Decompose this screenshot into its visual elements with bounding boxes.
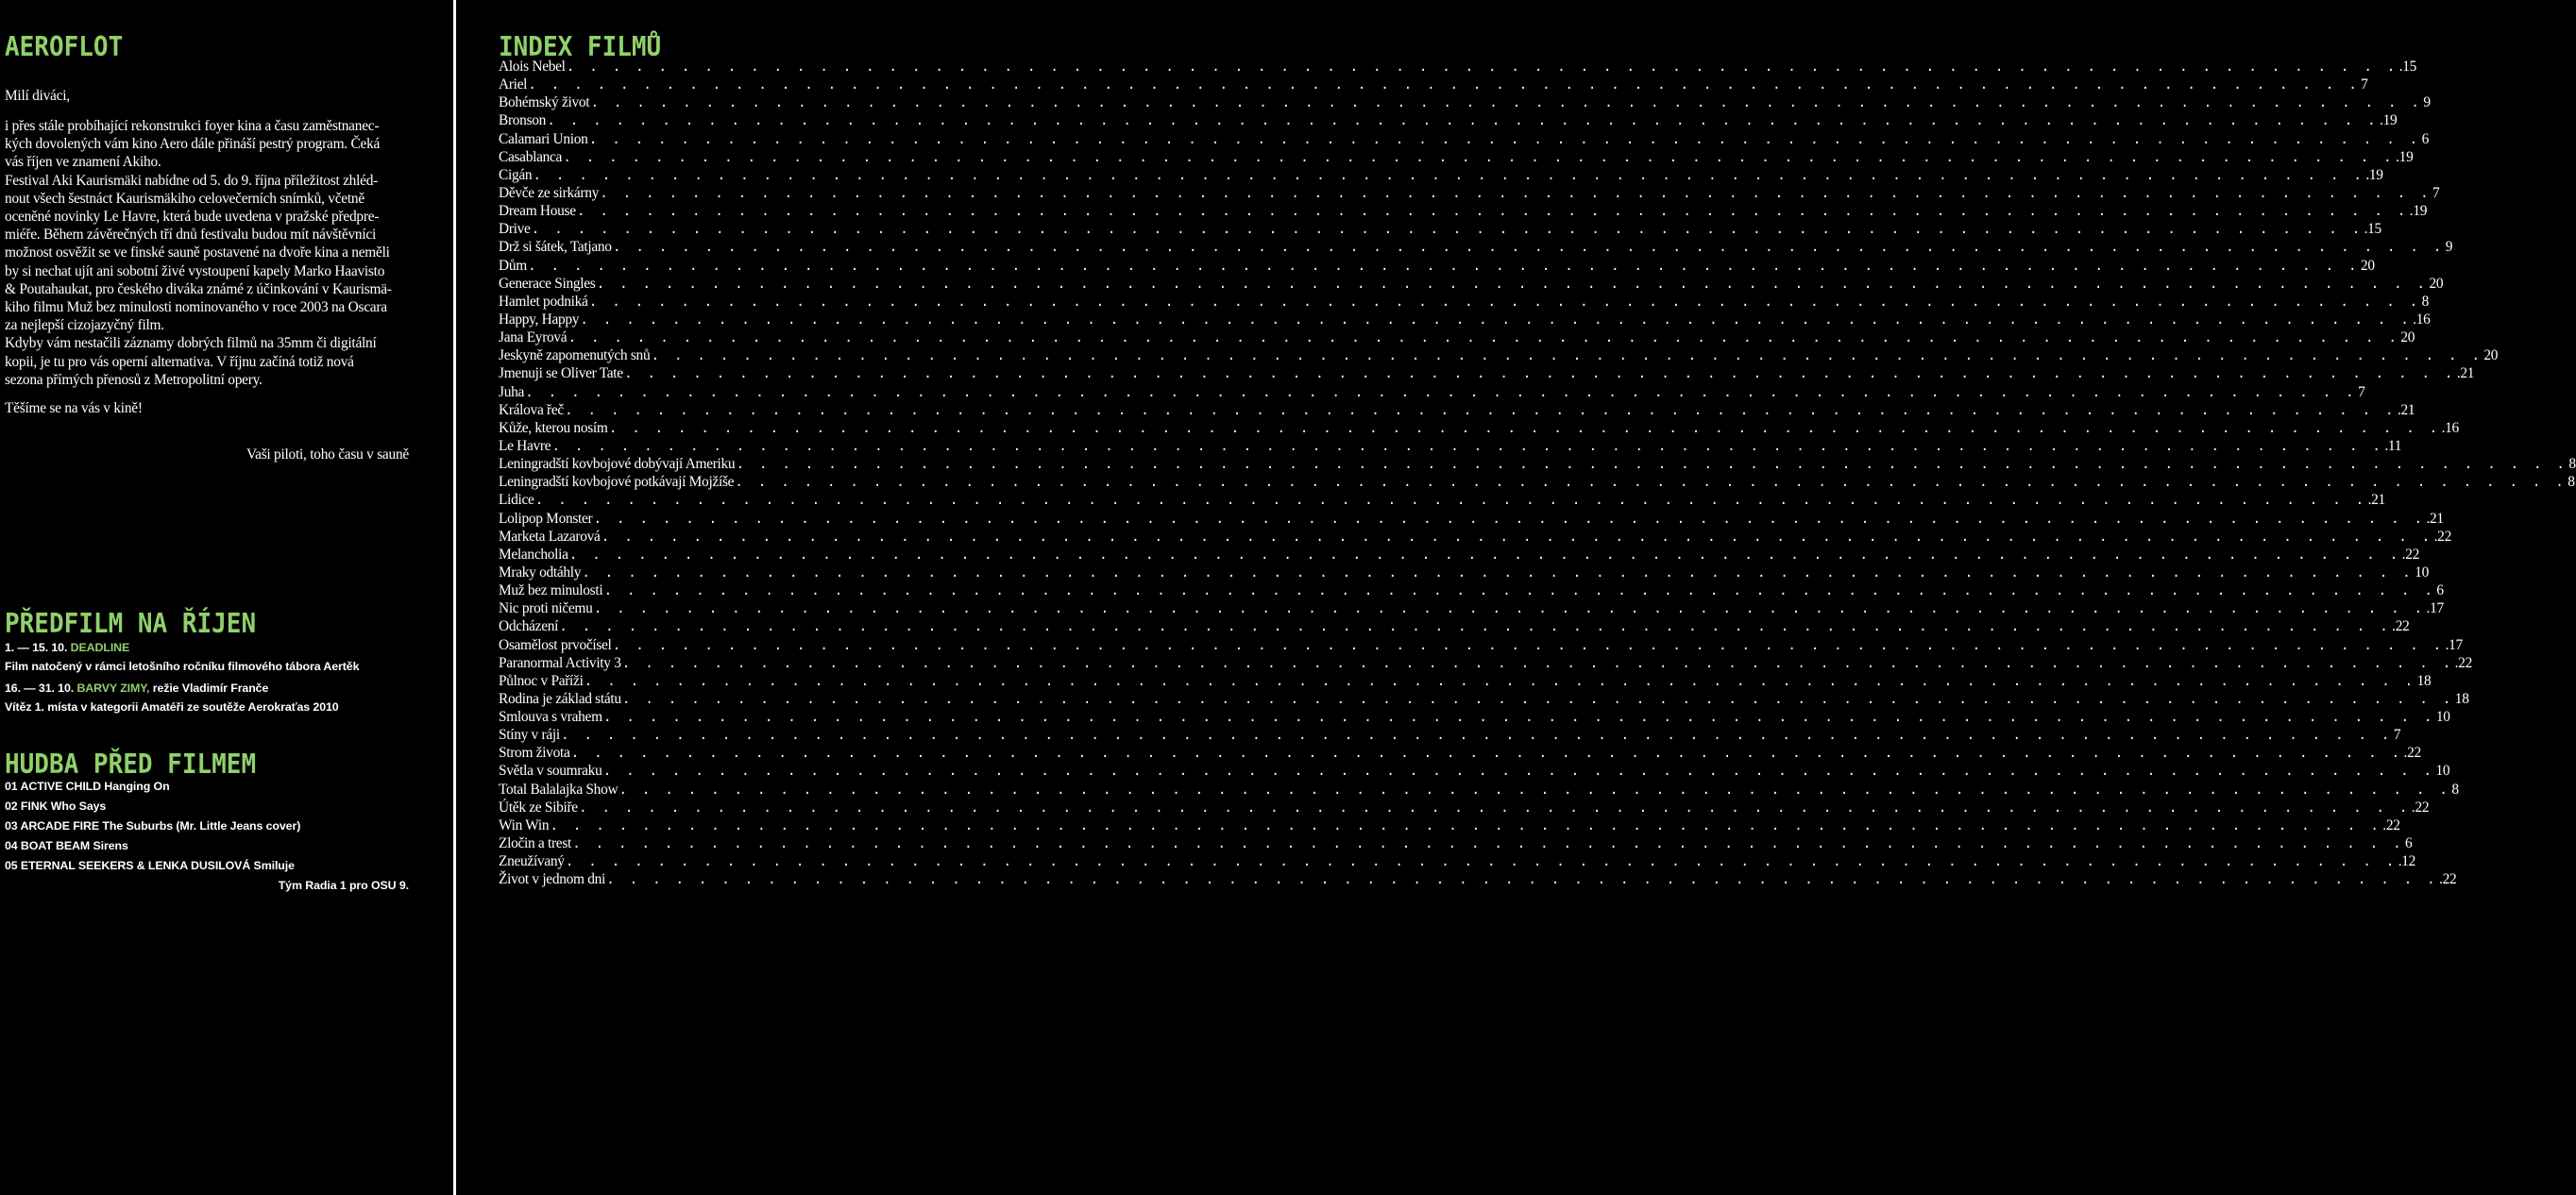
index-entry	[499, 112, 2398, 130]
index-dot-leader: . . . . . . . . . . . . . . . . . . . . . . . . . . . . . . . . . . . . . . . . . . . . . . . . . . . . . . . . . . . . . . . . . . . . . . . . . . . . . . . .	[602, 710, 2435, 727]
index-film-title: Odcházení	[499, 618, 559, 635]
index-entry	[499, 257, 2375, 276]
index-dot-leader: . . . . . . . . . . . . . . . . . . . . . . . . . . . . . . . . . . . . . . . . . . . . . . . . . . . . . . . . . . . . . . . . . . . . . . . . . . . . . . . .	[547, 113, 2380, 130]
predfilm-description: Film natočený v rámci letošního ročníku filmového tábora Aertěk	[5, 660, 360, 673]
index-entry	[499, 293, 2429, 311]
index-film-title: Jmenuji se Oliver Tate	[499, 365, 623, 382]
index-film-title: Happy, Happy	[499, 311, 580, 328]
index-entry	[499, 528, 2451, 547]
editorial-line: by si nechat ujít ani sobotní živé vystoupení kapely Marko Haavisto	[5, 262, 385, 279]
index-page-number: 8	[2568, 456, 2576, 473]
music-track: 01 ACTIVE CHILD Hanging On	[5, 780, 170, 793]
index-entry	[499, 419, 2459, 438]
index-dot-leader: . . . . . . . . . . . . . . . . . . . . . . . . . . . . . . . . . . . . . . . . . . . . . . . . . . . . . . . . . . . . . . . . . . . . . . . . . . . . . . . .	[621, 691, 2454, 708]
music-track: 02 FINK Who Says	[5, 799, 107, 813]
index-page-number: .21	[2397, 401, 2415, 418]
index-film-title: Muž bez minulosti	[499, 582, 603, 599]
index-dot-leader: . . . . . . . . . . . . . . . . . . . . . . . . . . . . . . . . . . . . . . . . . . . . . . . . . . . . . . . . . . . . . . . . . . . . . . . . . . . . . . . .	[588, 294, 2421, 311]
index-dot-leader: . . . . . . . . . . . . . . . . . . . . . . . . . . . . . . . . . . . . . . . . . . . . . . . . . . . . . . . . . . . . . . . . . . . . . . . . . . . . . . . .	[584, 673, 2416, 690]
index-entry	[499, 799, 2430, 817]
index-entry	[499, 510, 2444, 529]
index-film-title: Stíny v ráji	[499, 727, 560, 744]
index-entry	[499, 401, 2415, 420]
index-film-title: Rodina je základ státu	[499, 690, 621, 707]
index-film-title: Hamlet podniká	[499, 293, 588, 310]
index-dot-leader: . . . . . . . . . . . . . . . . . . . . . . . . . . . . . . . . . . . . . . . . . . . . . . . . . . . . . . . . . . . . . . . . . . . . . . . . . . . . . . . .	[525, 384, 2358, 401]
index-dot-leader: . . . . . . . . . . . . . . . . . . . . . . . . . . . . . . . . . . . . . . . . . . . . . . . . . . . . . . . . . . . . . . . . . . . . . . . . . . . . . . . .	[608, 420, 2441, 437]
index-dot-leader: . . . . . . . . . . . . . . . . . . . . . . . . . . . . . . . . . . . . . . . . . . . . . . . . . . . . . . . . . . . . . . . . . . . . . . . . . . . . . . . .	[619, 782, 2451, 799]
index-page-number: .16	[2441, 419, 2459, 436]
music-track: 04 BOAT BEAM Sirens	[5, 839, 128, 852]
index-film-title: Drž si šátek, Tatjano	[499, 239, 612, 256]
index-page-number: 7	[2361, 76, 2368, 93]
index-dot-leader: . . . . . . . . . . . . . . . . . . . . . . . . . . . . . . . . . . . . . . . . . . . . . . . . . . . . . . . . . . . . . . . . . . . . . . . . . . . . . . . .	[588, 131, 2421, 148]
editorial-line: Festival Aki Kaurismäki nabídne od 5. do 9. října příležitost zhléd-	[5, 172, 379, 189]
index-dot-leader: . . . . . . . . . . . . . . . . . . . . . . . . . . . . . . . . . . . . . . . . . . . . . . . . . . . . . . . . . . . . . . . . . . . . . . . . . . . . . . . .	[593, 601, 2426, 618]
index-entry	[499, 564, 2429, 582]
index-entry	[499, 239, 2453, 257]
predfilm-dates: 1. — 15. 10.	[5, 641, 71, 654]
index-dot-leader: . . . . . . . . . . . . . . . . . . . . . . . . . . . . . . . . . . . . . . . . . . . . . . . . . . . . . . . . . . . . . . . . . . . . . . . . . . . . . . . .	[582, 564, 2415, 581]
index-dot-leader: . . . . . . . . . . . . . . . . . . . . . . . . . . . . . . . . . . . . . . . . . . . . . . . . . . . . . . . . . . . . . . . . . . . . . . . . . . . . . . . .	[566, 59, 2398, 76]
index-entry	[499, 763, 2450, 781]
index-page-number: .22	[2433, 528, 2451, 545]
closing-line: Těšíme se na vás v kině!	[5, 400, 143, 416]
index-film-title: Jeskyně zapomenutých snů	[499, 347, 651, 364]
index-dot-leader: . . . . . . . . . . . . . . . . . . . . . . . . . . . . . . . . . . . . . . . . . . . . . . . . . . . . . . . . . . . . . . . . . . . . . . . . . . . . . . . .	[559, 619, 2392, 636]
predfilm-list	[5, 638, 359, 716]
index-page-number: 20	[2360, 257, 2375, 274]
editorial-line: sezona přímých přenosů z Metropolitní opery.	[5, 371, 263, 388]
index-page-number: .19	[2365, 166, 2383, 183]
index-dot-leader: . . . . . . . . . . . . . . . . . . . . . . . . . . . . . . . . . . . . . . . . . . . . . . . . . . . . . . . . . . . . . . . . . . . . . . . . . . . . . . . .	[612, 240, 2445, 257]
index-entry	[499, 130, 2429, 149]
index-entry	[499, 672, 2432, 691]
music-track-list	[5, 777, 300, 876]
editorial-line: kiho filmu Muž bez minulosti nominovaného v roce 2003 na Oscara	[5, 299, 387, 316]
music-credit: Tým Radia 1 pro OSU 9.	[278, 879, 409, 892]
index-entry	[499, 166, 2383, 185]
index-page-number: 18	[2454, 690, 2469, 707]
index-dot-leader: . . . . . . . . . . . . . . . . . . . . . . . . . . . . . . . . . . . . . . . . . . . . . . . . . . . . . . . . . . . . . . . . . . . . . . . . . . . . . . . .	[565, 854, 2398, 871]
predfilm-title: BARVY ZIMY,	[76, 682, 150, 695]
index-dot-leader: . . . . . . . . . . . . . . . . . . . . . . . . . . . . . . . . . . . . . . . . . . . . . . . . . . . . . . . . . . . . . . . . . . . . . . . . . . . . . . . .	[735, 475, 2568, 492]
index-film-title: Generace Singles	[499, 275, 596, 292]
index-page-number: .19	[2409, 203, 2428, 220]
index-film-title: Calamari Union	[499, 130, 588, 147]
index-film-title: Zneužívaný	[499, 853, 565, 870]
index-page-number: 18	[2416, 672, 2432, 689]
editorial-line: vás říjen ve znamení Akiho.	[5, 154, 161, 171]
index-entry	[499, 871, 2457, 889]
index-page-number: 10	[2435, 763, 2450, 780]
index-entry	[499, 636, 2463, 655]
index-dot-leader: . . . . . . . . . . . . . . . . . . . . . . . . . . . . . . . . . . . . . . . . . . . . . . . . . . . . . . . . . . . . . . . . . . . . . . . . . . . . . . . .	[534, 493, 2367, 510]
predfilm-title: DEADLINE	[70, 641, 130, 654]
index-page-number: .17	[2445, 636, 2463, 653]
index-film-title: Zločin a trest	[499, 835, 571, 852]
index-dot-leader: . . . . . . . . . . . . . . . . . . . . . . . . . . . . . . . . . . . . . . . . . . . . . . . . . . . . . . . . . . . . . . . . . . . . . . . . . . . . . . . .	[593, 511, 2426, 528]
film-index-list	[499, 59, 2576, 889]
index-page-number: 20	[2429, 275, 2444, 292]
index-dot-leader: . . . . . . . . . . . . . . . . . . . . . . . . . . . . . . . . . . . . . . . . . . . . . . . . . . . . . . . . . . . . . . . . . . . . . . . . . . . . . . . .	[600, 185, 2432, 202]
index-entry	[499, 600, 2444, 618]
editorial-text	[5, 117, 409, 389]
index-entry	[499, 184, 2440, 203]
index-page-number: .11	[2384, 437, 2402, 454]
index-entry	[499, 727, 2401, 745]
index-film-title: Le Havre	[499, 437, 551, 454]
index-film-title: Win Win	[499, 816, 550, 833]
index-page-number: .17	[2426, 600, 2444, 617]
index-page-number: .21	[2426, 510, 2444, 527]
index-entry	[499, 835, 2413, 853]
index-entry	[499, 474, 2575, 492]
editorial-line: & Poutahaukat, pro českého diváka známé z účinkování v Kaurismä-	[5, 280, 392, 297]
index-entry	[499, 654, 2473, 673]
editorial-line: za nejlepší cizojazyčný film.	[5, 317, 164, 334]
index-page-number: 8	[2568, 474, 2575, 491]
index-film-title: Ariel	[499, 76, 528, 93]
index-page-number: .21	[2456, 365, 2475, 382]
index-page-number: .22	[2382, 816, 2400, 833]
index-entry	[499, 59, 2417, 76]
index-dot-leader: . . . . . . . . . . . . . . . . . . . . . . . . . . . . . . . . . . . . . . . . . . . . . . . . . . . . . . . . . . . . . . . . . . . . . . . . . . . . . . . .	[603, 583, 2436, 600]
index-page-number: 10	[2435, 709, 2450, 726]
index-dot-leader: . . . . . . . . . . . . . . . . . . . . . . . . . . . . . . . . . . . . . . . . . . . . . . . . . . . . . . . . . . . . . . . . . . . . . . . . . . . . . . . .	[590, 95, 2423, 112]
index-dot-leader: . . . . . . . . . . . . . . . . . . . . . . . . . . . . . . . . . . . . . . . . . . . . . . . . . . . . . . . . . . . . . . . . . . . . . . . . . . . . . . . .	[623, 366, 2456, 383]
index-entry	[499, 383, 2365, 402]
editorial-line: nout všech šestnáct Kaurismäkiho celovečerních snímků, včetně	[5, 190, 364, 207]
predfilm-director: režie Vladimír Franče	[149, 682, 269, 695]
index-film-title: Bohémský život	[499, 94, 590, 111]
index-entry	[499, 203, 2428, 221]
index-dot-leader: . . . . . . . . . . . . . . . . . . . . . . . . . . . . . . . . . . . . . . . . . . . . . . . . . . . . . . . . . . . . . . . . . . . . . . . . . . . . . . . .	[602, 764, 2435, 781]
music-heading: HUDBA PŘED FILMEM	[5, 749, 257, 781]
index-page-number: 20	[2483, 347, 2499, 364]
index-page-number: 8	[2451, 781, 2459, 798]
index-dot-leader: . . . . . . . . . . . . . . . . . . . . . . . . . . . . . . . . . . . . . . . . . . . . . . . . . . . . . . . . . . . . . . . . . . . . . . . . . . . . . . . .	[568, 547, 2401, 564]
index-film-title: Marketa Lazarová	[499, 528, 601, 545]
predfilm-entry-header	[5, 679, 359, 698]
predfilm-description: Vítěz 1. místa v kategorii Amatéři ze soutěže Aerokraťas 2010	[5, 700, 339, 714]
aeroflot-heading: AEROFLOT	[5, 32, 124, 63]
index-entry	[499, 546, 2420, 564]
index-film-title: Strom života	[499, 745, 570, 762]
index-entry	[499, 275, 2444, 294]
editorial-line: možnost osvěžit se ve finské sauně postavené na dvoře kina a neměli	[5, 244, 390, 261]
index-film-title: Total Balalajka Show	[499, 781, 619, 798]
index-entry	[499, 781, 2459, 799]
index-entry	[499, 492, 2385, 510]
index-page-number: 9	[2445, 239, 2453, 256]
index-dot-leader: . . . . . . . . . . . . . . . . . . . . . . . . . . . . . . . . . . . . . . . . . . . . . . . . . . . . . . . . . . . . . . . . . . . . . . . . . . . . . . . .	[601, 529, 2433, 546]
index-dot-leader: . . . . . . . . . . . . . . . . . . . . . . . . . . . . . . . . . . . . . . . . . . . . . . . . . . . . . . . . . . . . . . . . . . . . . . . . . . . . . . . .	[563, 149, 2396, 166]
index-page-number: 7	[2393, 727, 2401, 744]
index-page-number: 20	[2400, 329, 2415, 346]
index-film-title: Lidice	[499, 492, 534, 509]
index-entry	[499, 709, 2450, 727]
index-film-title: Světla v soumraku	[499, 763, 602, 780]
index-film-title: Leningradští kovbojové dobývají Ameriku	[499, 456, 736, 473]
index-dot-leader: . . . . . . . . . . . . . . . . . . . . . . . . . . . . . . . . . . . . . . . . . . . . . . . . . . . . . . . . . . . . . . . . . . . . . . . . . . . . . . . .	[568, 330, 2400, 347]
index-page-number: 6	[2436, 582, 2444, 599]
index-page-number: .22	[2401, 546, 2420, 563]
editorial-line: Kdyby vám nestačili záznamy dobrých filmů na 35mm či digitální	[5, 335, 377, 352]
index-entry	[499, 221, 2381, 239]
index-film-title: Drive	[499, 221, 531, 238]
index-dot-leader: . . . . . . . . . . . . . . . . . . . . . . . . . . . . . . . . . . . . . . . . . . . . . . . . . . . . . . . . . . . . . . . . . . . . . . . . . . . . . . . .	[572, 836, 2405, 853]
index-film-title: Útěk ze Sibiře	[499, 799, 578, 816]
index-page-number: .19	[2380, 112, 2398, 129]
index-page-number: 9	[2423, 94, 2431, 111]
index-page-number: 6	[2405, 835, 2413, 852]
index-entry	[499, 456, 2576, 474]
index-film-title: Kůže, kterou nosím	[499, 419, 608, 436]
index-dot-leader: . . . . . . . . . . . . . . . . . . . . . . . . . . . . . . . . . . . . . . . . . . . . . . . . . . . . . . . . . . . . . . . . . . . . . . . . . . . . . . . .	[621, 655, 2454, 672]
index-page-number: .22	[2411, 799, 2430, 816]
editorial-line: kopii, je tu pro vás operní alternativa. V říjnu začíná totiž nová	[5, 353, 354, 370]
editorial-line: kých dovolených vám kino Aero dále přináší pestrý program. Čeká	[5, 136, 381, 153]
index-dot-leader: . . . . . . . . . . . . . . . . . . . . . . . . . . . . . . . . . . . . . . . . . . . . . . . . . . . . . . . . . . . . . . . . . . . . . . . . . . . . . . . .	[576, 204, 2409, 221]
index-entry	[499, 582, 2444, 600]
index-entry	[499, 690, 2469, 709]
index-film-title: Casablanca	[499, 148, 563, 165]
index-film-title: Smlouva s vrahem	[499, 709, 602, 726]
index-dot-leader: . . . . . . . . . . . . . . . . . . . . . . . . . . . . . . . . . . . . . . . . . . . . . . . . . . . . . . . . . . . . . . . . . . . . . . . . . . . . . . . .	[551, 438, 2384, 455]
predfilm-dates: 16. — 31. 10.	[5, 682, 77, 695]
index-page-number: .19	[2396, 148, 2414, 165]
index-dot-leader: . . . . . . . . . . . . . . . . . . . . . . . . . . . . . . . . . . . . . . . . . . . . . . . . . . . . . . . . . . . . . . . . . . . . . . . . . . . . . . . .	[578, 799, 2411, 816]
column-divider	[453, 0, 456, 1195]
index-page-number: 8	[2421, 293, 2429, 310]
index-dot-leader: . . . . . . . . . . . . . . . . . . . . . . . . . . . . . . . . . . . . . . . . . . . . . . . . . . . . . . . . . . . . . . . . . . . . . . . . . . . . . . . .	[736, 457, 2568, 474]
index-film-title: Bronson	[499, 112, 547, 129]
signature: Vaši piloti, toho času v sauně	[246, 446, 409, 463]
index-dot-leader: . . . . . . . . . . . . . . . . . . . . . . . . . . . . . . . . . . . . . . . . . . . . . . . . . . . . . . . . . . . . . . . . . . . . . . . . . . . . . . . .	[612, 637, 2445, 654]
index-page-number: .16	[2413, 311, 2431, 328]
index-dot-leader: . . . . . . . . . . . . . . . . . . . . . . . . . . . . . . . . . . . . . . . . . . . . . . . . . . . . . . . . . . . . . . . . . . . . . . . . . . . . . . . .	[531, 222, 2364, 239]
index-dot-leader: . . . . . . . . . . . . . . . . . . . . . . . . . . . . . . . . . . . . . . . . . . . . . . . . . . . . . . . . . . . . . . . . . . . . . . . . . . . . . . . .	[570, 746, 2403, 763]
index-page-number: .22	[2392, 618, 2410, 635]
index-entry	[499, 618, 2410, 636]
index-film-title: Juha	[499, 383, 525, 400]
index-film-title: Melancholia	[499, 546, 568, 563]
editorial-line: oceněné novinky Le Havre, která bude uvedena v pražské předpre-	[5, 209, 380, 226]
index-dot-leader: . . . . . . . . . . . . . . . . . . . . . . . . . . . . . . . . . . . . . . . . . . . . . . . . . . . . . . . . . . . . . . . . . . . . . . . . . . . . . . . .	[606, 872, 2439, 889]
index-page-number: .22	[2454, 654, 2473, 671]
index-entry	[499, 365, 2475, 383]
index-entry	[499, 347, 2499, 365]
index-film-title: Mraky odtáhly	[499, 564, 582, 581]
index-entry	[499, 76, 2368, 94]
index-film-title: Život v jednom dni	[499, 871, 606, 888]
index-film-title: Nic proti ničemu	[499, 600, 593, 617]
predfilm-heading: PŘEDFILM NA ŘÍJEN	[5, 609, 257, 640]
index-film-title: Králova řeč	[499, 401, 564, 418]
index-film-title: Lolipop Monster	[499, 510, 593, 527]
predfilm-entry-header	[5, 638, 359, 657]
index-dot-leader: . . . . . . . . . . . . . . . . . . . . . . . . . . . . . . . . . . . . . . . . . . . . . . . . . . . . . . . . . . . . . . . . . . . . . . . . . . . . . . . .	[564, 402, 2397, 419]
index-entry	[499, 745, 2421, 763]
greeting: Milí diváci,	[5, 88, 70, 104]
index-entry	[499, 437, 2402, 456]
index-dot-leader: . . . . . . . . . . . . . . . . . . . . . . . . . . . . . . . . . . . . . . . . . . . . . . . . . . . . . . . . . . . . . . . . . . . . . . . . . . . . . . . .	[580, 311, 2413, 328]
index-entry	[499, 148, 2414, 167]
index-page-number: .15	[2364, 221, 2381, 238]
index-page-number: .22	[2403, 745, 2421, 762]
index-page-number: 7	[2358, 383, 2365, 400]
index-film-title: Osamělost prvočísel	[499, 636, 612, 653]
index-page-number: .15	[2398, 59, 2417, 75]
index-page-number: .21	[2367, 492, 2385, 509]
index-film-title: Paranormal Activity 3	[499, 654, 621, 671]
index-film-title: Alois Nebel	[499, 59, 566, 75]
index-page-number: .12	[2398, 853, 2416, 870]
index-entry	[499, 94, 2431, 112]
index-entry	[499, 816, 2400, 835]
index-film-title: Dům	[499, 257, 527, 274]
index-entry	[499, 329, 2415, 347]
index-film-title: Děvče ze sirkárny	[499, 184, 599, 201]
index-page-number: 7	[2432, 184, 2440, 201]
index-entry	[499, 853, 2416, 871]
index-dot-leader: . . . . . . . . . . . . . . . . . . . . . . . . . . . . . . . . . . . . . . . . . . . . . . . . . . . . . . . . . . . . . . . . . . . . . . . . . . . . . . . .	[596, 276, 2429, 293]
index-entry	[499, 311, 2431, 329]
index-dot-leader: . . . . . . . . . . . . . . . . . . . . . . . . . . . . . . . . . . . . . . . . . . . . . . . . . . . . . . . . . . . . . . . . . . . . . . . . . . . . . . . .	[533, 167, 2365, 184]
index-page-number: .22	[2439, 871, 2457, 888]
index-dot-leader: . . . . . . . . . . . . . . . . . . . . . . . . . . . . . . . . . . . . . . . . . . . . . . . . . . . . . . . . . . . . . . . . . . . . . . . . . . . . . . . .	[550, 817, 2382, 834]
index-dot-leader: . . . . . . . . . . . . . . . . . . . . . . . . . . . . . . . . . . . . . . . . . . . . . . . . . . . . . . . . . . . . . . . . . . . . . . . . . . . . . . . .	[527, 258, 2360, 275]
index-film-title: Dream House	[499, 203, 576, 220]
music-track: 03 ARCADE FIRE The Suburbs (Mr. Little Jeans cover)	[5, 819, 301, 833]
index-page-number: 6	[2421, 130, 2429, 147]
index-heading: INDEX FILMŮ	[499, 32, 662, 63]
index-page-number: 10	[2415, 564, 2429, 581]
index-film-title: Půlnoc v Paříži	[499, 672, 584, 689]
index-film-title: Jana Eyrová	[499, 329, 568, 346]
index-dot-leader: . . . . . . . . . . . . . . . . . . . . . . . . . . . . . . . . . . . . . . . . . . . . . . . . . . . . . . . . . . . . . . . . . . . . . . . . . . . . . . . .	[528, 77, 2361, 94]
index-film-title: Leningradští kovbojové potkávají Mojžíše	[499, 474, 735, 491]
editorial-line: miéře. Během závěrečných tří dnů festivalu budou mít návštěvníci	[5, 227, 377, 244]
editorial-line: i přes stále probíhající rekonstrukci foyer kina a času zaměstnanec-	[5, 118, 380, 134]
music-track: 05 ETERNAL SEEKERS & LENKA DUSILOVÁ Smiluje	[5, 859, 295, 872]
index-film-title: Cigán	[499, 166, 533, 183]
index-dot-leader: . . . . . . . . . . . . . . . . . . . . . . . . . . . . . . . . . . . . . . . . . . . . . . . . . . . . . . . . . . . . . . . . . . . . . . . . . . . . . . . .	[651, 348, 2483, 365]
index-dot-leader: . . . . . . . . . . . . . . . . . . . . . . . . . . . . . . . . . . . . . . . . . . . . . . . . . . . . . . . . . . . . . . . . . . . . . . . . . . . . . . . .	[560, 728, 2393, 745]
